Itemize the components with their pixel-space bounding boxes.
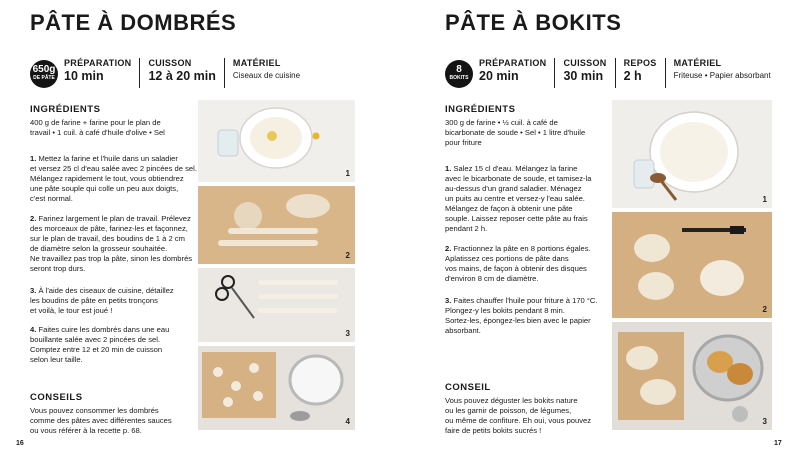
- meta-materiel: [224, 58, 308, 88]
- text-line: faire de petits bokits sucrés !: [445, 426, 542, 435]
- text-line: au-dessus d'un grand saladier. Ménagez: [445, 184, 582, 193]
- text-line: souple. Laissez reposer cette pâte au frais: [445, 214, 588, 223]
- meta-materiel: [665, 58, 779, 88]
- boiling-pot-photo: [198, 346, 355, 430]
- text-line: et versez 25 cl d'eau salée avec 2 pincées de sel.: [30, 164, 197, 173]
- text-line: pour friture: [445, 138, 482, 147]
- text-line: Aplatissez ces portions de pâte dans: [445, 254, 569, 263]
- text-line: et voilà, le tour est joué !: [30, 306, 113, 315]
- text-line: seront trop durs.: [30, 264, 86, 273]
- dough-portions-photo: [612, 212, 772, 318]
- step-2: [445, 244, 591, 284]
- meta-label: CUISSON: [148, 58, 192, 68]
- text-line: une pâte souple qui colle un peu aux doigts,: [30, 184, 179, 193]
- text-line: Fractionnez la pâte en 8 portions égales.: [451, 244, 591, 253]
- text-line: Salez 15 cl d'eau. Mélangez la farine: [451, 164, 578, 173]
- text-line: Comptez entre 12 et 20 min de cuisson: [30, 345, 163, 354]
- meta-value: Ciseaux de cuisine: [232, 71, 301, 80]
- meta-preparation: [479, 58, 554, 88]
- step-photo-4: [198, 346, 355, 430]
- text-line: comme des pâtes avec différentes sauces: [30, 416, 172, 425]
- ingredients-text: [445, 118, 585, 148]
- recipe-title: PÂTE À BOKITS: [445, 10, 622, 35]
- text-line: À l'aide des ciseaux de cuisine, détaillez: [36, 286, 174, 295]
- ingredients-text: [30, 118, 165, 138]
- right-page: [400, 0, 800, 453]
- step-4: [30, 325, 169, 365]
- meta-value: 20 min: [479, 69, 519, 83]
- meta-label: CUISSON: [563, 58, 607, 68]
- meta-label: MATÉRIEL: [673, 58, 722, 68]
- meta-value: 30 min: [563, 69, 604, 83]
- step-3: [445, 296, 598, 336]
- step-photo-3: [198, 268, 355, 342]
- meta-preparation: [64, 58, 139, 88]
- step-number: 3.: [445, 296, 452, 305]
- text-line: Mélangez rapidement le tout, vous obtiendrez: [30, 174, 184, 183]
- text-line: Farinez largement le plan de travail. Prélevez: [36, 214, 191, 223]
- yield-badge: [445, 60, 473, 88]
- yield-amount: 650g: [32, 64, 56, 75]
- text-line: ou vous référer à la recette p. 68.: [30, 426, 142, 435]
- text-line: d'environ 8 cm de diamètre.: [445, 274, 539, 283]
- step-3: [30, 286, 174, 316]
- text-line: Vous pouvez consommer les dombrés: [30, 406, 159, 415]
- text-line: Plongez-y les bokits pendant 8 min.: [445, 306, 565, 315]
- step-number: 4.: [30, 325, 37, 334]
- yield-badge: [30, 60, 58, 88]
- step-number: 2.: [30, 214, 37, 223]
- meta-label: REPOS: [623, 58, 657, 68]
- photo-number: 2: [345, 251, 350, 260]
- frying-bokits-photo: [612, 322, 772, 430]
- text-line: Mettez la farine et l'huile dans un saladier: [36, 154, 178, 163]
- text-line: vos mains, de façon à obtenir des disques: [445, 264, 587, 273]
- text-line: bouillante salée avec 2 pincées de sel.: [30, 335, 161, 344]
- meta-label: MATÉRIEL: [232, 58, 281, 68]
- text-line: absorbant.: [445, 326, 481, 335]
- photo-number: 1: [345, 169, 350, 178]
- step-1: [30, 154, 197, 204]
- text-line: Vous pouvez déguster les bokits nature: [445, 396, 578, 405]
- photo-number: 1: [762, 195, 767, 204]
- meta-repos: [615, 58, 665, 88]
- dough-rolls-photo: [198, 186, 355, 264]
- photo-number: 4: [345, 417, 350, 426]
- meta-value: 2 h: [623, 69, 642, 83]
- text-line: c'est normal.: [30, 194, 73, 203]
- step-1: [445, 164, 591, 234]
- step-photo-2: [612, 212, 772, 318]
- text-line: Faites cuire les dombrés dans une eau: [36, 325, 170, 334]
- tips-text: [30, 406, 172, 436]
- step-number: 3.: [30, 286, 37, 295]
- photo-number: 3: [345, 329, 350, 338]
- text-line: selon leur taille.: [30, 355, 83, 364]
- text-line: pendant 2 h.: [445, 224, 488, 233]
- meta-value: Friteuse • Papier absorbant: [673, 71, 771, 80]
- step-number: 1.: [30, 154, 37, 163]
- step-number: 1.: [445, 164, 452, 173]
- sieve-bowl-photo: [612, 100, 772, 208]
- tips-heading: CONSEILS: [30, 392, 83, 403]
- yield-amount: 8: [456, 64, 462, 75]
- meta-cuisson: [139, 58, 223, 88]
- text-line: Faites chauffer l'huile pour friture à 170 °C.: [451, 296, 598, 305]
- photo-number: 3: [762, 417, 767, 426]
- step-photo-2: [198, 186, 355, 264]
- text-line: 400 g de farine + farine pour le plan de: [30, 118, 161, 127]
- step-number: 2.: [445, 244, 452, 253]
- text-line: sur le plan de travail, des boudins de 1 à 2 cm: [30, 234, 185, 243]
- text-line: ou même de confiture. Eh oui, vous pouvez: [445, 416, 592, 425]
- page-number: 16: [16, 440, 24, 447]
- step-photo-1: [612, 100, 772, 208]
- text-line: bicarbonate de soude • Sel • 1 litre d'huile: [445, 128, 586, 137]
- text-line: Mélangez de façon à obtenir une pâte: [445, 204, 573, 213]
- step-photo-1: [198, 100, 355, 182]
- recipe-meta: [64, 58, 308, 88]
- photo-number: 2: [762, 305, 767, 314]
- text-line: 300 g de farine • ½ cuil. à café de: [445, 118, 558, 127]
- meta-value: 10 min: [64, 69, 104, 83]
- ingredients-heading: INGRÉDIENTS: [445, 104, 516, 115]
- step-2: [30, 214, 192, 274]
- page-number: 17: [774, 440, 782, 447]
- text-line: un puits au centre et versez-y l'eau salée.: [445, 194, 585, 203]
- text-line: Ne travaillez pas trop la pâte, sinon les dombrés: [30, 254, 193, 263]
- ingredients-heading: INGRÉDIENTS: [30, 104, 101, 115]
- meta-value: 12 à 20 min: [148, 69, 216, 83]
- meta-cuisson: [554, 58, 614, 88]
- recipe-title: PÂTE À DOMBRÉS: [30, 10, 237, 35]
- text-line: travail • 1 cuil. à café d'huile d'olive • Sel: [30, 128, 165, 137]
- scissors-dough-photo: [198, 268, 355, 342]
- text-line: ou les garnir de poisson, de légumes,: [445, 406, 572, 415]
- text-line: de diamètre selon la grosseur souhaitée.: [30, 244, 168, 253]
- tips-heading: CONSEIL: [445, 382, 491, 393]
- meta-label: PRÉPARATION: [479, 58, 547, 68]
- flour-bowl-photo: [198, 100, 355, 182]
- text-line: avec le bicarbonate de soude, et tamisez-la: [445, 174, 592, 183]
- step-photo-3: [612, 322, 772, 430]
- recipe-meta: [479, 58, 779, 88]
- text-line: Sortez-les, épongez-les bien avec le papier: [445, 316, 591, 325]
- text-line: les boudins de pâte en petits tronçons: [30, 296, 158, 305]
- text-line: des morceaux de pâte, farinez-les et façonnez,: [30, 224, 188, 233]
- yield-unit: BOKITS: [449, 75, 469, 81]
- yield-unit: DE PÂTE: [33, 75, 55, 81]
- meta-label: PRÉPARATION: [64, 58, 132, 68]
- tips-text: [445, 396, 591, 436]
